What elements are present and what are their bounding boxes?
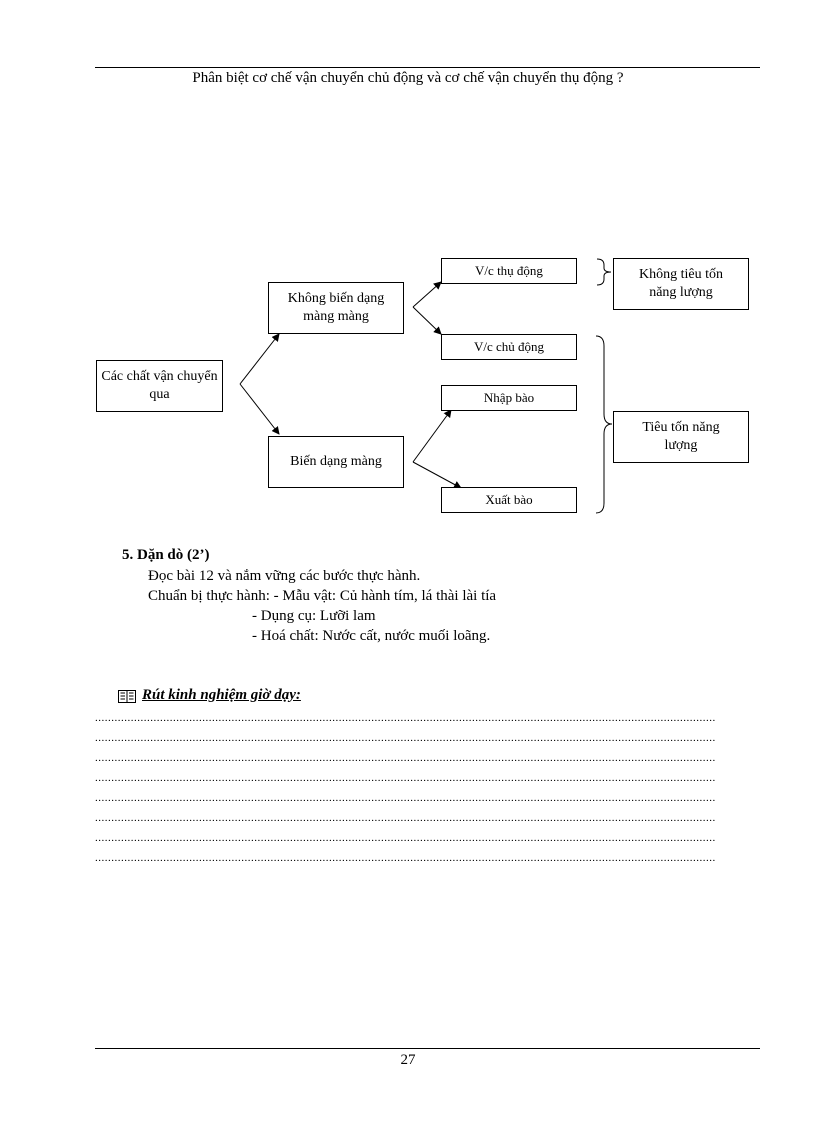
homework-line-3: - Dụng cụ: Lưỡi lam bbox=[252, 608, 376, 624]
question-text: Phân biệt cơ chế vận chuyển chủ động và cơ chế vận chuyển thụ động ? bbox=[192, 70, 624, 86]
page-number: 27 bbox=[400, 1052, 416, 1068]
arrow-root-to-non-deform bbox=[240, 334, 279, 384]
review-line-8: ............................................................................................................................................................................................... bbox=[95, 852, 716, 864]
box-deform: Biến dạng màng bbox=[268, 436, 404, 488]
review-line-2: ............................................................................................................................................................................................... bbox=[95, 732, 716, 744]
box-non-deform: Không biến dạng màng màng bbox=[268, 282, 404, 334]
homework-line-4: - Hoá chất: Nước cất, nước muối loãng. bbox=[252, 628, 491, 644]
review-line-7: ............................................................................................................................................................................................... bbox=[95, 832, 716, 844]
brace-energy bbox=[596, 336, 612, 513]
brace-no-energy bbox=[597, 259, 611, 285]
box-endo: Nhập bào bbox=[441, 385, 577, 411]
box-energy: Tiêu tốn năng lượng bbox=[613, 411, 749, 463]
review-title: Rút kinh nghiệm giờ dạy: bbox=[142, 687, 301, 703]
box-no-energy: Không tiêu tốn năng lượng bbox=[613, 258, 749, 310]
box-exo: Xuất bào bbox=[441, 487, 577, 513]
arrow-non-deform-to-active bbox=[413, 307, 441, 334]
review-line-1: ............................................................................................................................................................................................... bbox=[95, 712, 716, 724]
footer-rule bbox=[95, 1048, 760, 1049]
arrow-non-deform-to-passive bbox=[413, 282, 441, 307]
review-line-6: ............................................................................................................................................................................................... bbox=[95, 812, 716, 824]
review-line-5: ............................................................................................................................................................................................... bbox=[95, 792, 716, 804]
arrow-root-to-deform bbox=[240, 384, 279, 434]
box-passive: V/c thụ động bbox=[441, 258, 577, 284]
arrow-deform-to-endo bbox=[413, 410, 451, 462]
homework-line-1: Đọc bài 12 và nắm vững các bước thực hành. bbox=[148, 568, 421, 584]
review-line-4: ............................................................................................................................................................................................... bbox=[95, 772, 716, 784]
box-root: Các chất vận chuyển qua bbox=[96, 360, 223, 412]
homework-line-2: Chuẩn bị thực hành: - Mẫu vật: Củ hành tím, lá thài lài tía bbox=[148, 588, 497, 604]
book-icon bbox=[118, 690, 136, 703]
review-line-3: ............................................................................................................................................................................................... bbox=[95, 752, 716, 764]
box-active: V/c chủ động bbox=[441, 334, 577, 360]
arrow-deform-to-exo bbox=[413, 462, 461, 488]
homework-title: 5. Dặn dò (2’) bbox=[122, 547, 210, 563]
